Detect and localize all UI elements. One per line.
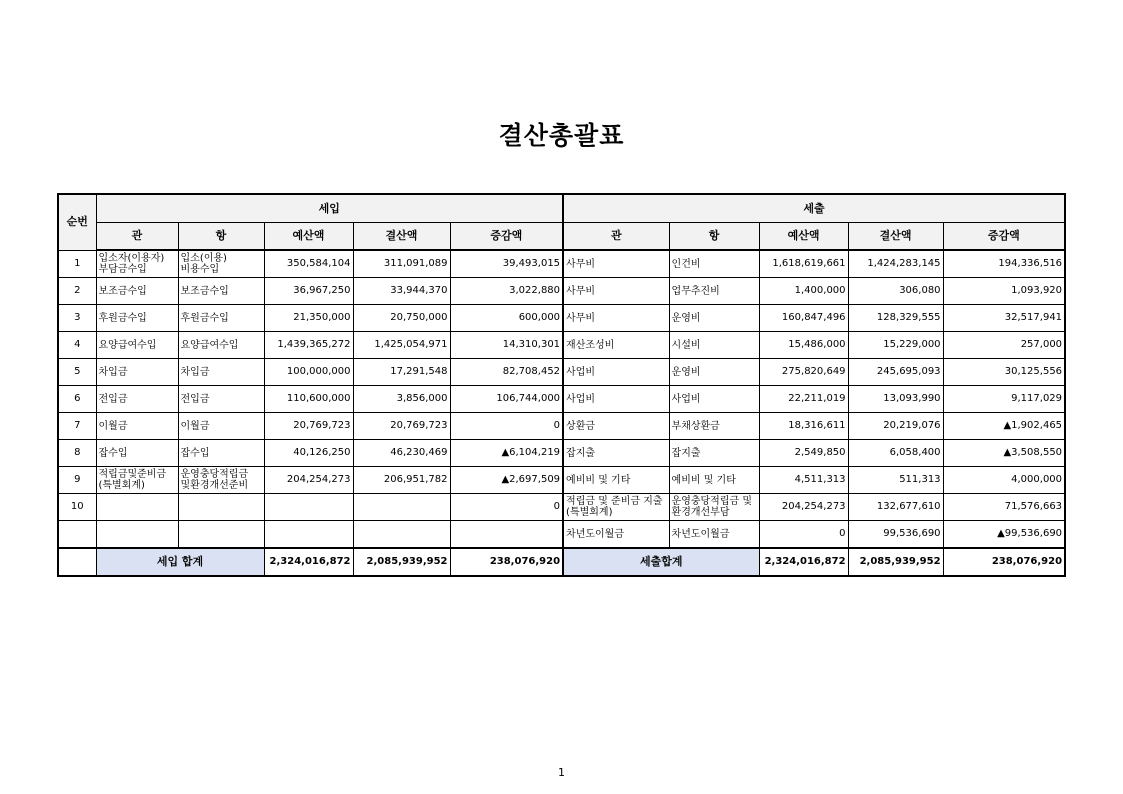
revenue-hang-cell: 후원금수입 bbox=[178, 305, 264, 332]
revenue-hang-cell: 차입금 bbox=[178, 359, 264, 386]
expense-settled-cell: 128,329,555 bbox=[848, 305, 943, 332]
expense-gwan-cell: 적립금 및 준비금 지출(특별회계) bbox=[563, 494, 669, 521]
revenue-diff-cell: 3,022,880 bbox=[450, 278, 563, 305]
expense-diff-cell: 257,000 bbox=[943, 332, 1065, 359]
revenue-budget-cell: 1,439,365,272 bbox=[264, 332, 353, 359]
expense-gwan-cell: 잡지출 bbox=[563, 440, 669, 467]
settlement-summary-table bbox=[57, 193, 1066, 577]
row-seq: 5 bbox=[58, 359, 96, 386]
header-rev-gwan: 관 bbox=[96, 223, 178, 251]
revenue-gwan-cell: 전입금 bbox=[96, 386, 178, 413]
header-revenue: 세입 bbox=[96, 194, 563, 223]
revenue-gwan-cell: 잡수입 bbox=[96, 440, 178, 467]
row-seq: 3 bbox=[58, 305, 96, 332]
revenue-diff-cell: 0 bbox=[450, 494, 563, 521]
expense-hang-cell: 예비비 및 기타 bbox=[669, 467, 759, 494]
revenue-budget-cell: 20,769,723 bbox=[264, 413, 353, 440]
revenue-gwan-cell: 차입금 bbox=[96, 359, 178, 386]
header-exp-hang: 항 bbox=[669, 223, 759, 251]
revenue-diff-cell: ▲2,697,509 bbox=[450, 467, 563, 494]
header-rev-diff: 증감액 bbox=[450, 223, 563, 251]
revenue-settled-cell bbox=[353, 494, 450, 521]
row-seq: 7 bbox=[58, 413, 96, 440]
table-row bbox=[58, 278, 1065, 305]
expense-gwan-cell: 사무비 bbox=[563, 278, 669, 305]
row-seq: 2 bbox=[58, 278, 96, 305]
expense-budget-cell: 0 bbox=[759, 521, 848, 549]
header-exp-gwan: 관 bbox=[563, 223, 669, 251]
expense-diff-cell: 30,125,556 bbox=[943, 359, 1065, 386]
table-body bbox=[58, 250, 1065, 576]
header-exp-settled: 결산액 bbox=[848, 223, 943, 251]
header-seq: 순번 bbox=[58, 194, 96, 250]
expense-settled-cell: 306,080 bbox=[848, 278, 943, 305]
row-seq: 10 bbox=[58, 494, 96, 521]
expense-hang-cell: 차년도이월금 bbox=[669, 521, 759, 549]
expense-hang-cell: 운영충당적립금 및 환경개선부담 bbox=[669, 494, 759, 521]
expense-settled-cell: 245,695,093 bbox=[848, 359, 943, 386]
revenue-budget-cell: 350,584,104 bbox=[264, 250, 353, 278]
revenue-gwan-cell: 요양급여수입 bbox=[96, 332, 178, 359]
table-row bbox=[58, 305, 1065, 332]
revenue-total-diff: 238,076,920 bbox=[450, 548, 563, 576]
revenue-settled-cell bbox=[353, 521, 450, 549]
expense-gwan-cell: 사업비 bbox=[563, 359, 669, 386]
table-header bbox=[58, 194, 1065, 250]
expense-budget-cell: 275,820,649 bbox=[759, 359, 848, 386]
revenue-hang-cell bbox=[178, 494, 264, 521]
expense-hang-cell: 운영비 bbox=[669, 359, 759, 386]
revenue-diff-cell: 106,744,000 bbox=[450, 386, 563, 413]
revenue-budget-cell: 36,967,250 bbox=[264, 278, 353, 305]
expense-gwan-cell: 사무비 bbox=[563, 250, 669, 278]
table-row bbox=[58, 386, 1065, 413]
revenue-hang-cell: 잡수입 bbox=[178, 440, 264, 467]
revenue-total-label: 세입 합계 bbox=[96, 548, 264, 576]
revenue-settled-cell: 17,291,548 bbox=[353, 359, 450, 386]
expense-total-label: 세출합계 bbox=[563, 548, 759, 576]
revenue-diff-cell bbox=[450, 521, 563, 549]
revenue-hang-cell: 보조금수입 bbox=[178, 278, 264, 305]
header-rev-hang: 항 bbox=[178, 223, 264, 251]
revenue-settled-cell: 206,951,782 bbox=[353, 467, 450, 494]
row-seq: 8 bbox=[58, 440, 96, 467]
expense-diff-cell: ▲99,536,690 bbox=[943, 521, 1065, 549]
header-expense: 세출 bbox=[563, 194, 1065, 223]
expense-diff-cell: 1,093,920 bbox=[943, 278, 1065, 305]
header-exp-budget: 예산액 bbox=[759, 223, 848, 251]
expense-diff-cell: 71,576,663 bbox=[943, 494, 1065, 521]
revenue-budget-cell: 40,126,250 bbox=[264, 440, 353, 467]
revenue-gwan-cell: 후원금수입 bbox=[96, 305, 178, 332]
expense-gwan-cell: 차년도이월금 bbox=[563, 521, 669, 549]
expense-gwan-cell: 예비비 및 기타 bbox=[563, 467, 669, 494]
revenue-budget-cell bbox=[264, 521, 353, 549]
revenue-gwan-cell: 적립금및준비금 (특별회계) bbox=[96, 467, 178, 494]
expense-diff-cell: 9,117,029 bbox=[943, 386, 1065, 413]
expense-budget-cell: 22,211,019 bbox=[759, 386, 848, 413]
revenue-settled-cell: 33,944,370 bbox=[353, 278, 450, 305]
table-row bbox=[58, 440, 1065, 467]
revenue-diff-cell: 39,493,015 bbox=[450, 250, 563, 278]
revenue-gwan-cell: 입소자(이용자) 부담금수입 bbox=[96, 250, 178, 278]
table-row bbox=[58, 250, 1065, 278]
expense-hang-cell: 업무추진비 bbox=[669, 278, 759, 305]
expense-budget-cell: 1,618,619,661 bbox=[759, 250, 848, 278]
revenue-budget-cell: 204,254,273 bbox=[264, 467, 353, 494]
table-row bbox=[58, 494, 1065, 521]
expense-hang-cell: 잡지출 bbox=[669, 440, 759, 467]
revenue-settled-cell: 46,230,469 bbox=[353, 440, 450, 467]
header-rev-settled: 결산액 bbox=[353, 223, 450, 251]
row-seq: 9 bbox=[58, 467, 96, 494]
expense-total-budget: 2,324,016,872 bbox=[759, 548, 848, 576]
revenue-settled-cell: 20,769,723 bbox=[353, 413, 450, 440]
expense-gwan-cell: 사업비 bbox=[563, 386, 669, 413]
expense-diff-cell: 4,000,000 bbox=[943, 467, 1065, 494]
document-title: 결산총괄표 bbox=[498, 121, 625, 150]
revenue-settled-cell: 311,091,089 bbox=[353, 250, 450, 278]
row-seq: 1 bbox=[58, 250, 96, 278]
revenue-hang-cell: 운영충당적립금 및환경개선준비 bbox=[178, 467, 264, 494]
expense-budget-cell: 2,549,850 bbox=[759, 440, 848, 467]
revenue-hang-cell: 전입금 bbox=[178, 386, 264, 413]
revenue-budget-cell: 110,600,000 bbox=[264, 386, 353, 413]
table-row bbox=[58, 332, 1065, 359]
table-row bbox=[58, 467, 1065, 494]
expense-diff-cell: 194,336,516 bbox=[943, 250, 1065, 278]
expense-settled-cell: 13,093,990 bbox=[848, 386, 943, 413]
revenue-settled-cell: 3,856,000 bbox=[353, 386, 450, 413]
revenue-gwan-cell bbox=[96, 521, 178, 549]
revenue-gwan-cell: 이월금 bbox=[96, 413, 178, 440]
expense-gwan-cell: 상환금 bbox=[563, 413, 669, 440]
revenue-budget-cell: 21,350,000 bbox=[264, 305, 353, 332]
expense-diff-cell: ▲1,902,465 bbox=[943, 413, 1065, 440]
revenue-hang-cell: 이월금 bbox=[178, 413, 264, 440]
table-row bbox=[58, 413, 1065, 440]
revenue-gwan-cell: 보조금수입 bbox=[96, 278, 178, 305]
revenue-hang-cell: 입소(이용)비용수입 bbox=[178, 250, 264, 278]
expense-total-settled: 2,085,939,952 bbox=[848, 548, 943, 576]
revenue-diff-cell: 600,000 bbox=[450, 305, 563, 332]
total-row bbox=[58, 548, 1065, 576]
expense-budget-cell: 204,254,273 bbox=[759, 494, 848, 521]
expense-gwan-cell: 사무비 bbox=[563, 305, 669, 332]
expense-budget-cell: 160,847,496 bbox=[759, 305, 848, 332]
expense-diff-cell: 32,517,941 bbox=[943, 305, 1065, 332]
expense-settled-cell: 15,229,000 bbox=[848, 332, 943, 359]
expense-budget-cell: 18,316,611 bbox=[759, 413, 848, 440]
revenue-budget-cell: 100,000,000 bbox=[264, 359, 353, 386]
row-seq: 4 bbox=[58, 332, 96, 359]
row-seq: 6 bbox=[58, 386, 96, 413]
expense-settled-cell: 511,313 bbox=[848, 467, 943, 494]
expense-budget-cell: 15,486,000 bbox=[759, 332, 848, 359]
revenue-total-settled: 2,085,939,952 bbox=[353, 548, 450, 576]
row-seq bbox=[58, 521, 96, 549]
revenue-total-budget: 2,324,016,872 bbox=[264, 548, 353, 576]
expense-hang-cell: 운영비 bbox=[669, 305, 759, 332]
expense-budget-cell: 4,511,313 bbox=[759, 467, 848, 494]
expense-hang-cell: 사업비 bbox=[669, 386, 759, 413]
revenue-hang-cell bbox=[178, 521, 264, 549]
revenue-settled-cell: 20,750,000 bbox=[353, 305, 450, 332]
table-row bbox=[58, 359, 1065, 386]
expense-gwan-cell: 재산조성비 bbox=[563, 332, 669, 359]
revenue-gwan-cell bbox=[96, 494, 178, 521]
revenue-diff-cell: ▲6,104,219 bbox=[450, 440, 563, 467]
expense-settled-cell: 1,424,283,145 bbox=[848, 250, 943, 278]
revenue-diff-cell: 0 bbox=[450, 413, 563, 440]
expense-hang-cell: 시설비 bbox=[669, 332, 759, 359]
expense-settled-cell: 6,058,400 bbox=[848, 440, 943, 467]
revenue-settled-cell: 1,425,054,971 bbox=[353, 332, 450, 359]
revenue-hang-cell: 요양급여수입 bbox=[178, 332, 264, 359]
expense-settled-cell: 20,219,076 bbox=[848, 413, 943, 440]
total-seq-cell bbox=[58, 548, 96, 576]
expense-settled-cell: 99,536,690 bbox=[848, 521, 943, 549]
revenue-diff-cell: 82,708,452 bbox=[450, 359, 563, 386]
table-row bbox=[58, 521, 1065, 549]
expense-diff-cell: ▲3,508,550 bbox=[943, 440, 1065, 467]
expense-budget-cell: 1,400,000 bbox=[759, 278, 848, 305]
expense-hang-cell: 부채상환금 bbox=[669, 413, 759, 440]
expense-settled-cell: 132,677,610 bbox=[848, 494, 943, 521]
page-number: 1 bbox=[558, 766, 565, 779]
header-rev-budget: 예산액 bbox=[264, 223, 353, 251]
expense-total-diff: 238,076,920 bbox=[943, 548, 1065, 576]
revenue-diff-cell: 14,310,301 bbox=[450, 332, 563, 359]
expense-hang-cell: 인건비 bbox=[669, 250, 759, 278]
header-exp-diff: 증감액 bbox=[943, 223, 1065, 251]
revenue-budget-cell bbox=[264, 494, 353, 521]
